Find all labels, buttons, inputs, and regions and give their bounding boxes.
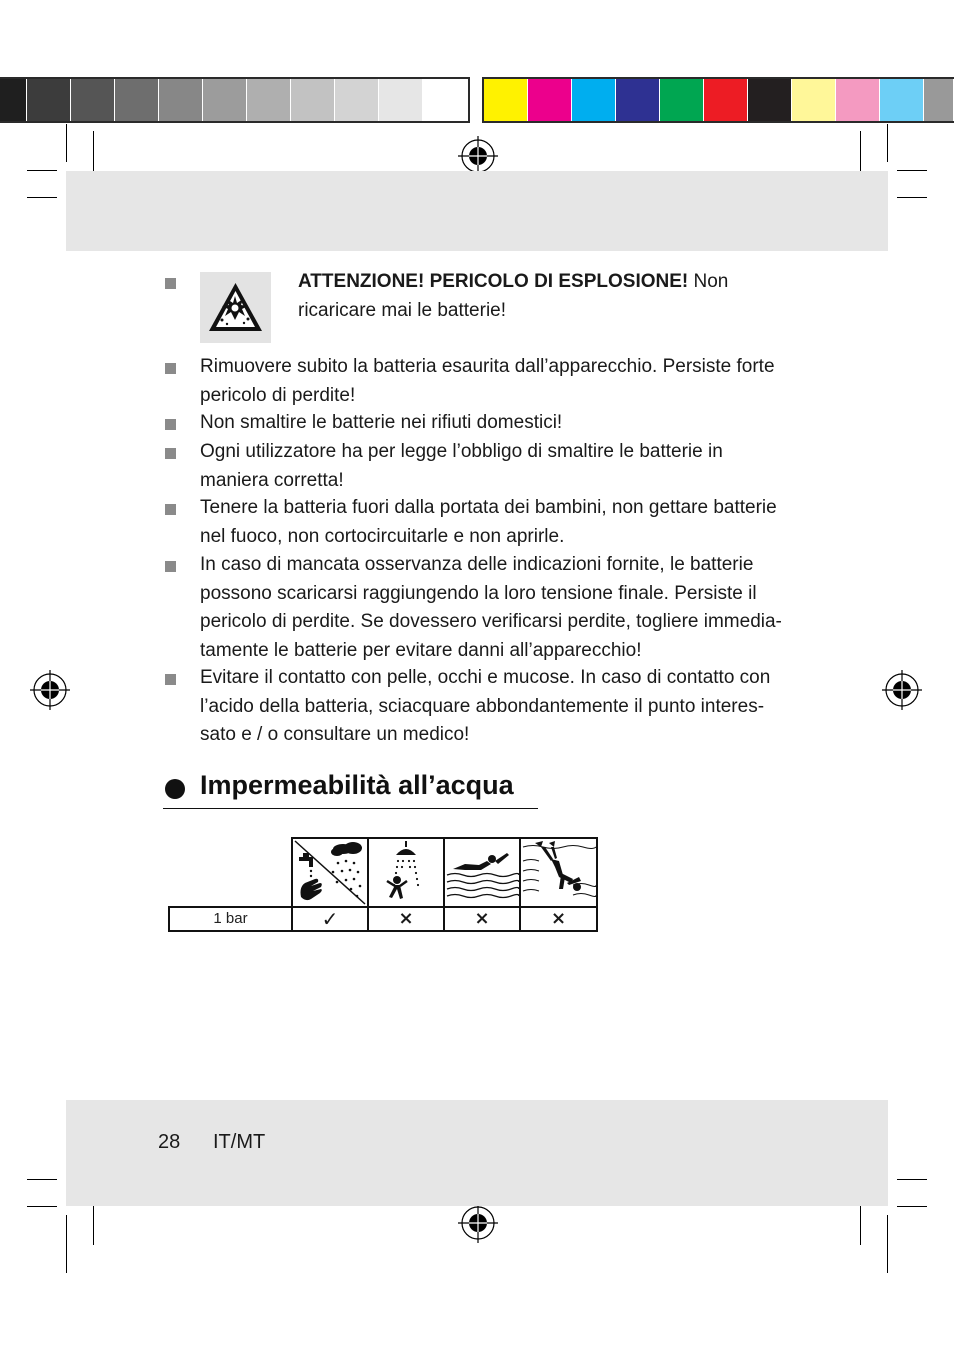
header-band — [66, 171, 888, 251]
shower-icon — [369, 839, 443, 906]
list-item — [200, 353, 800, 410]
bullet-marker — [165, 561, 176, 572]
swimming-icon — [445, 839, 519, 906]
page-number: 28 — [158, 1131, 181, 1153]
crop-mark — [897, 170, 927, 171]
list-item-line: l’acido della batteria, sciacquare abbondantemente il punto interes- — [200, 695, 765, 717]
crop-mark — [27, 1206, 57, 1207]
swimming-mark-cell — [443, 906, 521, 932]
warning-title: ATTENZIONE! PERICOLO DI ESPLOSIONE! — [298, 271, 689, 292]
explosion-hazard-icon — [200, 272, 271, 343]
bullet-marker — [165, 419, 176, 430]
list-item-line: nel fuoco, non cortocircuitarle e non aprirle. — [200, 525, 565, 547]
section-dot-icon — [165, 779, 185, 799]
bullet-marker — [165, 674, 176, 685]
crop-mark — [887, 124, 888, 162]
rain-column-header — [291, 837, 369, 908]
list-item-line: In caso di mancata osservanza delle indicazioni fornite, le batterie — [200, 554, 754, 575]
crop-mark — [27, 170, 57, 171]
diving-column-header — [519, 837, 598, 908]
check-mark-icon: ✓ — [321, 907, 339, 931]
list-item — [200, 409, 800, 438]
list-item-line: pericolo di perdite! — [200, 384, 356, 406]
cross-mark-icon: × — [398, 908, 414, 929]
warning-line1-rest: Non — [688, 271, 729, 292]
crop-mark — [887, 1215, 888, 1273]
registration-target-icon — [458, 136, 498, 176]
shower-column-header — [367, 837, 445, 908]
explosion-warning-text — [298, 267, 778, 325]
water-resistance-table — [168, 837, 598, 932]
registration-target-icon — [882, 670, 922, 710]
rain-hand-washing-icon — [293, 839, 367, 906]
swimming-column-header — [443, 837, 521, 908]
diving-icon — [521, 839, 596, 906]
diving-mark-cell — [519, 906, 598, 932]
language-code: IT/MT — [213, 1131, 266, 1153]
pressure-label: 1 bar — [213, 910, 248, 927]
list-item — [200, 438, 800, 495]
registration-target-icon — [458, 1203, 498, 1243]
section-title: Impermeabilità all’acqua — [200, 770, 514, 800]
cross-mark-icon: × — [550, 908, 567, 929]
bullet-marker — [165, 504, 176, 515]
shower-mark-cell — [367, 906, 445, 932]
list-item-line: Tenere la batteria fuori dalla portata dei bambini, non gettare batterie — [200, 497, 777, 518]
process-color-bar-frame — [482, 77, 954, 123]
crop-mark — [66, 124, 67, 162]
list-item — [200, 494, 800, 551]
list-item-line: Evitare il contatto con pelle, occhi e mucose. In caso di contatto con — [200, 667, 771, 688]
list-item-line: Ogni utilizzatore ha per legge l’obbligo di smaltire le batterie in — [200, 441, 723, 462]
list-item-line: tamente le batterie per evitare danni all’apparecchio! — [200, 639, 642, 661]
grayscale-bar-frame — [0, 77, 470, 123]
bullet-marker — [165, 448, 176, 459]
crop-mark — [66, 1215, 67, 1273]
pressure-label-cell — [168, 906, 293, 932]
bullet-marker — [165, 363, 176, 374]
section-underline — [163, 808, 538, 809]
list-item-line: Non smaltire le batterie nei rifiuti domestici! — [200, 412, 563, 433]
crop-mark — [897, 1179, 927, 1180]
warning-line2: ricaricare mai le batterie! — [298, 300, 507, 321]
list-item — [200, 551, 800, 665]
list-item-line: pericolo di perdite. Se dovessero verificarsi perdite, togliere immedia- — [200, 611, 782, 632]
crop-mark — [27, 197, 57, 198]
list-item-line: Rimuovere subito la batteria esaurita dall’apparecchio. Persiste forte — [200, 356, 775, 377]
crop-mark — [897, 197, 927, 198]
registration-target-icon — [30, 670, 70, 710]
crop-mark — [27, 1179, 57, 1180]
warning-icon-box — [200, 272, 271, 343]
crop-mark — [897, 1206, 927, 1207]
bullet-marker — [165, 278, 176, 289]
list-item-line: maniera corretta! — [200, 469, 344, 491]
cross-mark-icon: × — [474, 908, 490, 929]
footer-band — [66, 1100, 888, 1206]
list-item-line: sato e / o consultare un medico! — [200, 724, 470, 745]
list-item — [200, 664, 800, 750]
list-item-line: possono scaricarsi raggiungendo la loro tensione finale. Persiste il — [200, 582, 757, 604]
rain-mark-cell — [291, 906, 369, 932]
